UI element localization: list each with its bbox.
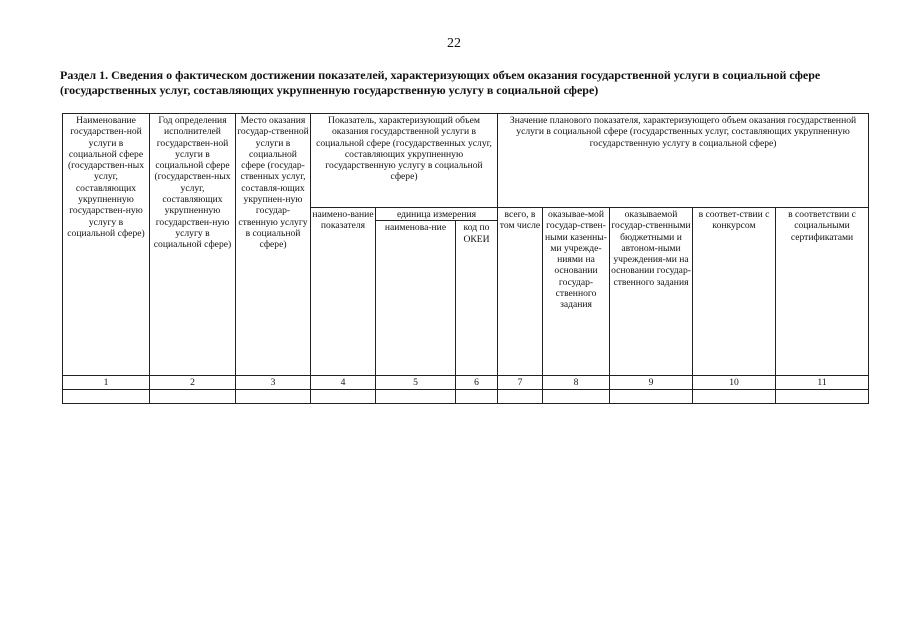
empty-cell[interactable] [693,390,776,404]
page-number: 22 [447,36,461,51]
empty-cell[interactable] [456,390,498,404]
empty-cell[interactable] [376,390,456,404]
empty-cell[interactable] [150,390,236,404]
report-table [62,113,869,404]
column-number: 3 [236,376,311,390]
empty-cell[interactable] [311,390,376,404]
header-competition: в соответ-ствии с конкурсом [693,208,776,376]
header-value-group: Значение планового показателя, характеризующего объем оказания государственной услуги в социальной сфере (государственных услуг, составляющих укрупненную государственную услугу в социальной сфере) [498,114,869,208]
column-number: 4 [311,376,376,390]
header-place: Место оказания государ-ственной услуги в социальной сфере (государ-ственных услуг, составля-ющих укрупнен-ную государ-ственную услугу в социальной сфере) [236,114,311,376]
column-number: 9 [610,376,693,390]
section-title: Раздел 1. Сведения о фактическом достижении показателей, характеризующих объем оказания государственной услуги в социальной сфере (государственных услуг, составляющих укрупненную государственную услугу в социальной сфере) [60,68,821,97]
header-unit-group: единица измерения [376,208,498,221]
header-total: всего, в том числе [498,208,543,376]
header-indicator-group: Показатель, характеризующий объем оказания государственной услуги в социальной сфере (государственных услуг, составляющих укрупненную государственную услугу в социальной сфере) [311,114,498,208]
column-number: 7 [498,376,543,390]
header-state-institutions: оказывае-мой государ-ствен-ными казенны-ми учрежде-ниями на основании государ-ственного задания [543,208,610,376]
empty-cell[interactable] [498,390,543,404]
column-number: 8 [543,376,610,390]
header-unit-name: наименова-ние [376,221,456,376]
header-service-name: Наименование государствен-ной услуги в социальной сфере (государствен-ных услуг, составляющих укрупненную государствен-ную услугу в социальной сфере) [63,114,150,376]
header-social-certificates: в соответствии с социальными сертификатами [776,208,869,376]
column-number: 11 [776,376,869,390]
column-number: 6 [456,376,498,390]
header-indicator-name: наимено-вание показателя [311,208,376,376]
empty-cell[interactable] [776,390,869,404]
empty-cell[interactable] [610,390,693,404]
empty-cell[interactable] [543,390,610,404]
column-number: 2 [150,376,236,390]
header-budget-institutions: оказываемой государ-ственными бюджетными и автоном-ными учреждения-ми на основании государ-ственного задания [610,208,693,376]
empty-cell[interactable] [236,390,311,404]
column-numbers-row [63,376,869,390]
header-okei-code: код по ОКЕИ [456,221,498,376]
empty-table-row [63,390,869,404]
column-number: 5 [376,376,456,390]
column-number: 10 [693,376,776,390]
empty-cell[interactable] [63,390,150,404]
header-row-1 [63,114,869,208]
header-year: Год определения исполнителей государствен-ной услуги в социальной сфере (государствен-ных услуг, составляющих укрупненную государствен-ную услугу в социальной сфере) [150,114,236,376]
column-number: 1 [63,376,150,390]
